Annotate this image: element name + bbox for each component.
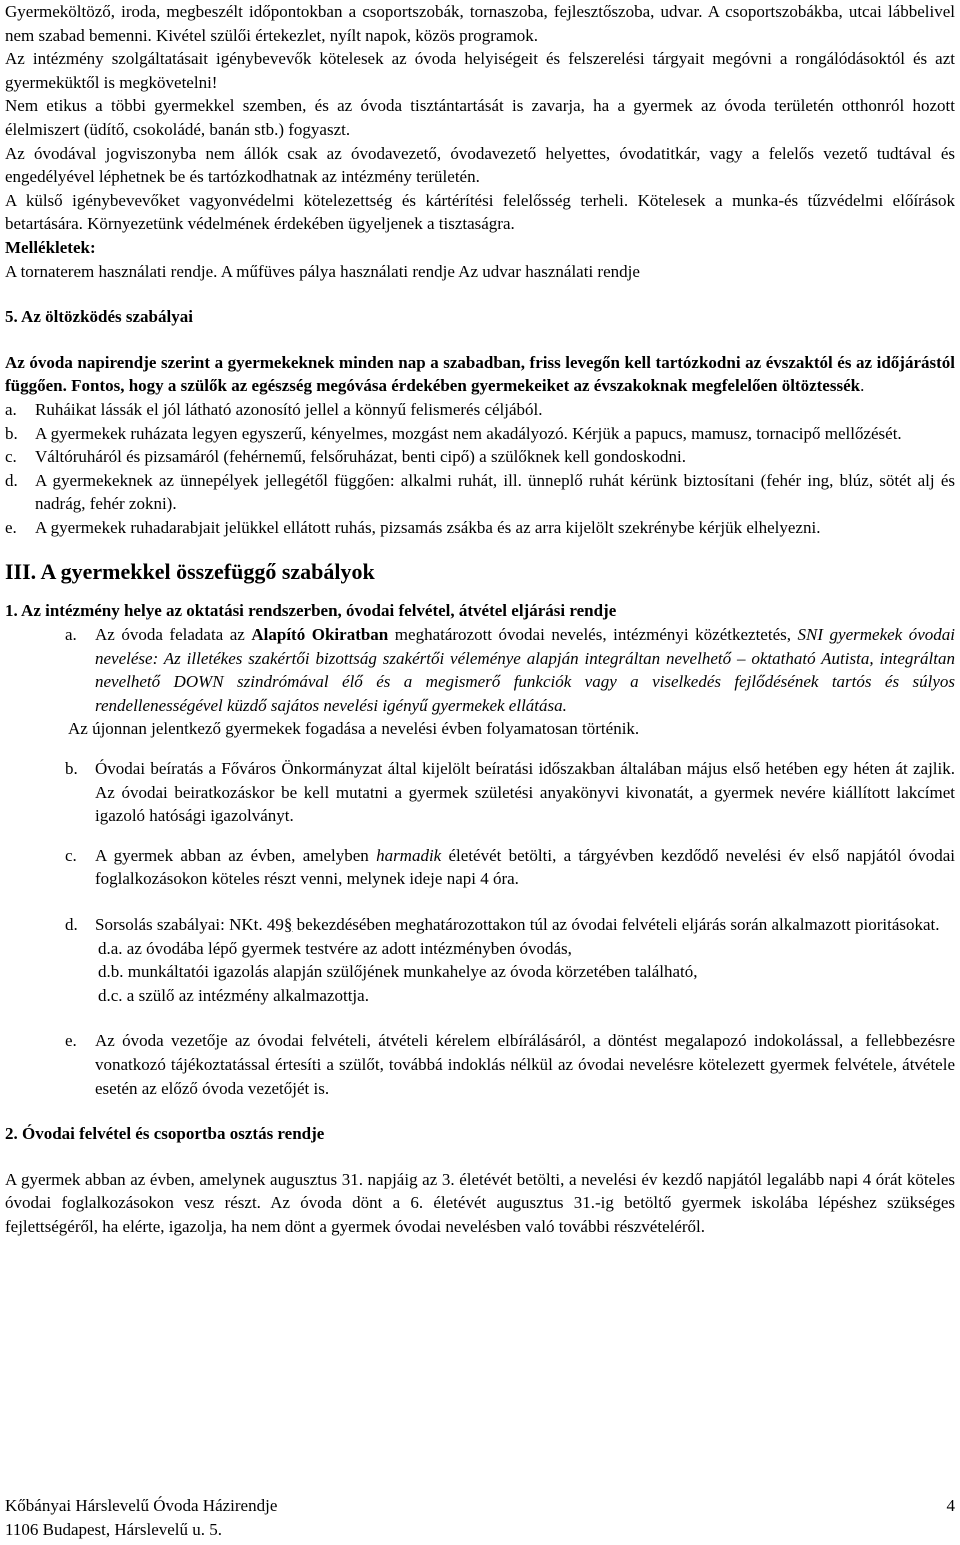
- item-a-bold-term: Alapító Okiratban: [251, 625, 389, 645]
- page-footer: [5, 1494, 955, 1541]
- list-marker: a.: [65, 625, 77, 645]
- attachments-list: A tornaterem használati rendje. A műfüves pálya használati rendje Az udvar használati rendje: [5, 261, 640, 281]
- item-c-text-end: életévét betölti, a tárgyévben kezdődő nevelési év első napjától óvodai foglalkozásokon köteles részt venni, melynek ideje napi 4 óra.: [95, 845, 956, 889]
- item-c-text-start: A gyermek abban az évben, amelyben: [95, 845, 377, 865]
- item-e-text: Az óvoda vezetője az óvodai felvételi, átvételi kérelem elbírálásáról, a döntést megalapozó indokolással, a fellebbezésre vonatkozó tájékoztatással értesíti a szülőt, továbbá indoklás nélkül az óvodai nevelésre kötelezett gyermek felvétele, átvétele esetén az előző óvoda vezetőjét is.: [95, 1031, 955, 1098]
- list-item-text: A gyermekek ruházata legyen egyszerű, kényelmes, mozgást nem akadályozó. Kérjük a papucs, mamusz, tornacipő mellőzését.: [35, 423, 902, 443]
- subsection-2-title: 2. Óvodai felvétel és csoportba osztás rendje: [5, 1124, 325, 1144]
- list-marker: d.: [65, 915, 78, 934]
- intro-paragraph-food: Nem etikus a többi gyermekkel szemben, és az óvoda tisztántartását is zavarja, ha a gyermek az óvoda területén otthonról hozott élelmiszert (üdítő, csokoládé, banán stb.) fogyaszt.: [5, 96, 955, 139]
- list-marker: c.: [5, 447, 17, 467]
- item-d-text-end: bekezdésében meghatározottakon túl az óvodai felvételi eljárás során alkalmazott pioritásokat.: [292, 915, 940, 934]
- list-item-text: A gyermekek ruhadarabjait jelükkel ellátott ruhás, pizsamás zsákba és az arra kijelölt szekrénybe kérjük elhelyezni.: [35, 517, 821, 537]
- footer-address: 1106 Budapest, Hárslevelű u. 5.: [5, 1519, 223, 1539]
- item-d-text-start: Sorsolás szabályai: NKt. 49: [95, 915, 284, 934]
- intro-paragraph-entry: Az óvodával jogviszonyba nem állók csak az óvodavezető, óvodavezető helyettes, óvodatitkár, vagy a felelős vezető tudtával és engedélyével léphetnek be és tartózkodhatnak az intézmény területén.: [5, 143, 955, 187]
- section-5-title: 5. Az öltözködés szabályai: [5, 307, 193, 327]
- subsection-1-item-d-sub: d.c. a szülő az intézmény alkalmazottja.: [98, 985, 369, 1005]
- list-item: [5, 469, 955, 516]
- item-c-italic-word: harmadik: [376, 845, 442, 865]
- document-page: [5, 0, 955, 1239]
- subsection-1-item-b: [5, 757, 955, 828]
- list-marker: b.: [5, 423, 18, 443]
- intro-paragraph-external: A külső igénybevevőket vagyonvédelmi kötelezettség és kártérítési felelősség terheli. Kötelesek a munka-és tűzvédelmi előírások betartására. Környezetünk védelmének érdekében ügyeljenek a tisztaságra.: [5, 190, 955, 234]
- section-5-lead-end: .: [860, 376, 865, 396]
- subsection-1-item-d-sub: d.b. munkáltatói igazolás alapján szülőjének munkahelye az óvoda körzetében található,: [98, 962, 698, 982]
- item-a-text-start: Az óvoda feladata az: [95, 625, 252, 645]
- subsection-1-item-a: [5, 623, 955, 717]
- footer-document-title: Kőbányai Hárslevelű Óvoda Házirendje: [5, 1496, 278, 1515]
- list-item: [5, 516, 955, 540]
- subsection-2-text: A gyermek abban az évben, amelynek augusztus 31. napjáig az 3. életévét betölti, a nevelési év kezdő napjától legalább napi 4 órát köteles óvodai foglalkozásokon vesz részt. Az óvoda dönt a 6. életévét augusztus 31.-ig betöltő gyermek iskolába lépéshez szükséges fejlettségéről, ha elérte, igazolja, ha nem dönt a gyermek óvodai nevelésben való további részvételéről.: [5, 1169, 955, 1236]
- list-marker: d.: [5, 470, 18, 490]
- list-marker: e.: [65, 1031, 77, 1051]
- list-item-text: A gyermekeknek az ünnepélyek jellegétől függően: alkalmi ruhát, ill. ünneplő ruhát kérünk biztosítani (fehér ing, blúz, sötét alj és nadrág, fehér zokni).: [35, 470, 955, 514]
- subsection-1-item-a-extra: Az újonnan jelentkező gyermekek fogadása a nevelési évben folyamatosan történik.: [68, 719, 640, 739]
- subsection-1-item-e: [5, 1029, 955, 1100]
- chapter-3-title: III. A gyermekkel összefüggő szabályok: [5, 559, 375, 585]
- list-item: [5, 445, 955, 469]
- intro-paragraph-rooms: Gyermeköltöző, iroda, megbeszélt időpontokban a csoportszobák, tornaszoba, fejlesztőszoba, udvar. A csoportszobákba, utcai lábbelivel nem szabad bemenni. Kivétel szülői értekezlet, nyílt napok, közös programok.: [5, 2, 955, 45]
- item-a-italic-text: SNI gyermekek óvodai nevelése: Az illetékes szakértői bizottság szakértői véleménye alapján integráltan nevelhető – oktatható Autista, integráltan nevelhető DOWN szindrómával élő és a megismerő funkciók vagy a viselkedés fejlődésének tartós és súlyos rendellenességével küzdő sajátos nevelési igényű gyermekek ellátása.: [95, 625, 956, 715]
- subsection-1-item-c: [5, 844, 955, 891]
- attachments-title: Mellékletek:: [5, 237, 96, 257]
- page-number: 4: [946, 1496, 955, 1515]
- intro-paragraph-equipment: Az intézmény szolgáltatásait igénybevevők kötelesek az óvoda helyiségeit és felszerelési tárgyait megóvni a rongálódásoktól és azt gyermeküktől is megkövetelni!: [5, 49, 955, 92]
- section-5-lead-bold: Az óvoda napirendje szerint a gyermekeknek minden nap a szabadban, friss levegőn kell tartózkodni az évszaktól és az időjárástól függően. Fontos, hogy a szülők az egészség megóvása érdekében gyermekeiket az évszakoknak megfelelően öltöztessék: [5, 352, 955, 396]
- subsection-1-item-d: [5, 913, 955, 937]
- list-item-text: Váltóruháról és pizsamáról (fehérnemű, felsőruházat, benti cipő) a szülőknek kell gondoskodni.: [35, 447, 686, 467]
- list-marker: a.: [5, 399, 17, 419]
- item-b-text: Óvodai beíratás a Főváros Önkormányzat által kijelölt beíratási időszakban általában május első hetében egy héten át zajlik. Az óvodai beiratkozáskor be kell mutatni a gyermek születési anyakönyvi kivonatát, a gyermek nevére kiállított lakcímet igazoló hatósági igazolványt.: [95, 759, 955, 826]
- subsection-1-item-d-sub: d.a. az óvodába lépő gyermek testvére az adott intézményben óvodás,: [98, 938, 572, 958]
- section-5-lead: [5, 351, 955, 398]
- list-item-text: Ruháikat lássák el jól látható azonosító jellel a könnyű felismerés céljából.: [35, 399, 543, 419]
- list-marker: e.: [5, 517, 17, 537]
- list-item: [5, 398, 955, 422]
- list-marker: b.: [65, 759, 78, 779]
- item-a-text-middle: meghatározott óvodai nevelés, intézményi közétkeztetés,: [388, 625, 798, 645]
- subsection-1-title: 1. Az intézmény helye az oktatási rendszerben, óvodai felvétel, átvétel eljárási rendje: [5, 601, 617, 621]
- list-item: [5, 422, 955, 446]
- item-d-section-sign: §: [283, 915, 293, 934]
- list-marker: c.: [65, 845, 77, 865]
